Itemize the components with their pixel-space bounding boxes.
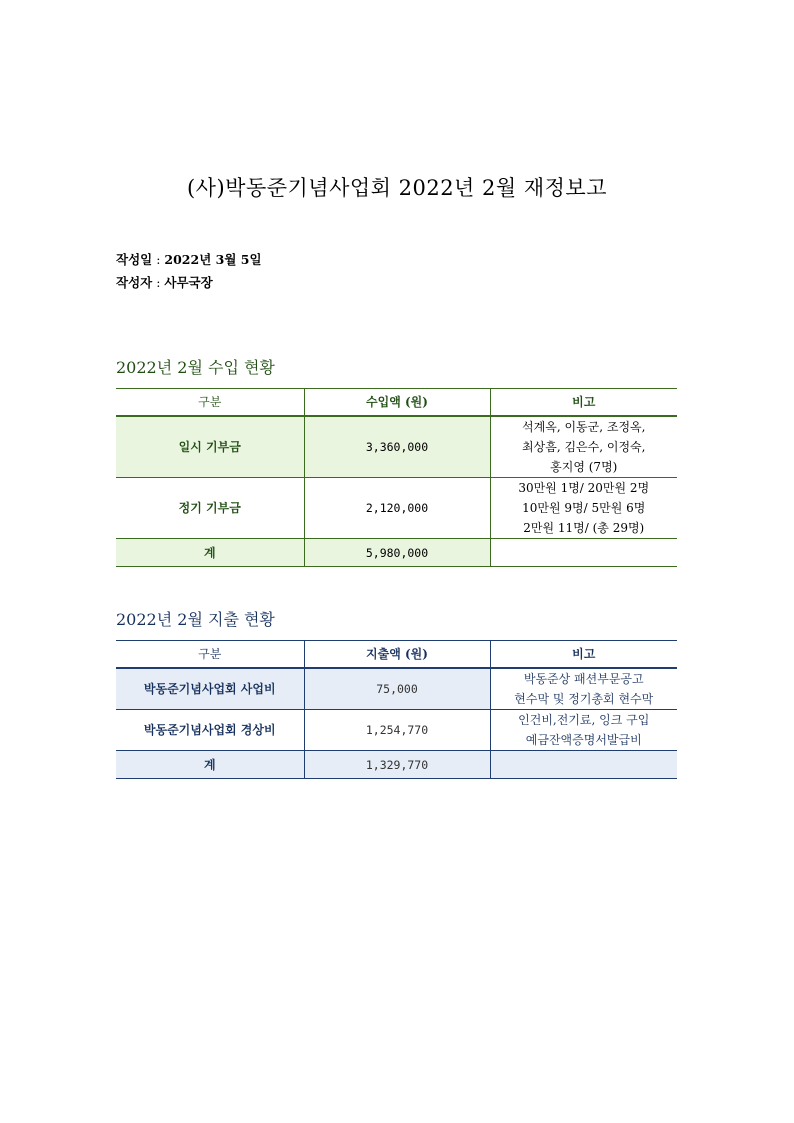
expense-header-row bbox=[116, 641, 677, 669]
income-row-onetime bbox=[116, 416, 677, 478]
income-table bbox=[116, 388, 677, 567]
expense-table bbox=[116, 640, 677, 779]
income-amount: 2,120,000 bbox=[304, 478, 490, 539]
expense-category: 박동준기념사업회 사업비 bbox=[116, 668, 304, 710]
expense-total-row bbox=[116, 751, 677, 779]
note-line: 현수막 및 정기총회 현수막 bbox=[514, 692, 654, 706]
date-separator: : bbox=[152, 252, 165, 267]
expense-note bbox=[490, 710, 677, 751]
income-total-row bbox=[116, 539, 677, 567]
report-author bbox=[116, 273, 213, 291]
expense-header-note: 비고 bbox=[490, 641, 677, 669]
income-section-title: 2022년 2월 수입 현황 bbox=[116, 358, 275, 377]
expense-header-category: 구분 bbox=[116, 641, 304, 669]
income-total-amount: 5,980,000 bbox=[304, 539, 490, 567]
note-line: 인건비,전기료, 잉크 구입 bbox=[518, 713, 650, 727]
expense-section-title: 2022년 2월 지출 현황 bbox=[116, 610, 275, 629]
expense-total-amount: 1,329,770 bbox=[304, 751, 490, 779]
note-line: 예금잔액증명서발급비 bbox=[525, 733, 642, 747]
note-line: 최상흠, 김은수, 이정숙, bbox=[522, 440, 646, 454]
author-value: 사무국장 bbox=[164, 275, 213, 290]
expense-note bbox=[490, 668, 677, 710]
note-line: 박동준상 패션부문공고 bbox=[523, 672, 644, 686]
income-header-amount: 수입액 (원) bbox=[304, 389, 490, 417]
author-label: 작성자 bbox=[116, 275, 153, 290]
income-header-note: 비고 bbox=[490, 389, 677, 417]
expense-amount: 75,000 bbox=[304, 668, 490, 710]
income-category: 정기 기부금 bbox=[116, 478, 304, 539]
page-title: (사)박동준기념사업회 2022년 2월 재정보고 bbox=[186, 176, 607, 200]
expense-total-label: 계 bbox=[116, 751, 304, 779]
note-line: 30만원 1명/ 20만원 2명 bbox=[518, 481, 650, 495]
note-line: 홍지영 (7명) bbox=[550, 460, 618, 474]
income-header-row bbox=[116, 389, 677, 417]
income-amount: 3,360,000 bbox=[304, 416, 490, 478]
date-label: 작성일 bbox=[116, 252, 153, 267]
income-row-regular bbox=[116, 478, 677, 539]
note-line: 석계옥, 이동군, 조정옥, bbox=[522, 420, 646, 434]
date-value: 2022년 3월 5일 bbox=[164, 252, 262, 267]
income-header-category: 구분 bbox=[116, 389, 304, 417]
note-line: 2만원 11명/ (총 29명) bbox=[523, 521, 645, 535]
income-note bbox=[490, 416, 677, 478]
expense-row-operating bbox=[116, 710, 677, 751]
income-total-note bbox=[490, 539, 677, 567]
expense-total-note bbox=[490, 751, 677, 779]
expense-row-project bbox=[116, 668, 677, 710]
author-separator: : bbox=[152, 275, 165, 290]
expense-header-amount: 지출액 (원) bbox=[304, 641, 490, 669]
expense-category: 박동준기념사업회 경상비 bbox=[116, 710, 304, 751]
income-note bbox=[490, 478, 677, 539]
note-line: 10만원 9명/ 5만원 6명 bbox=[522, 501, 646, 515]
income-total-label: 계 bbox=[116, 539, 304, 567]
income-category: 일시 기부금 bbox=[116, 416, 304, 478]
expense-amount: 1,254,770 bbox=[304, 710, 490, 751]
report-date bbox=[116, 250, 262, 268]
